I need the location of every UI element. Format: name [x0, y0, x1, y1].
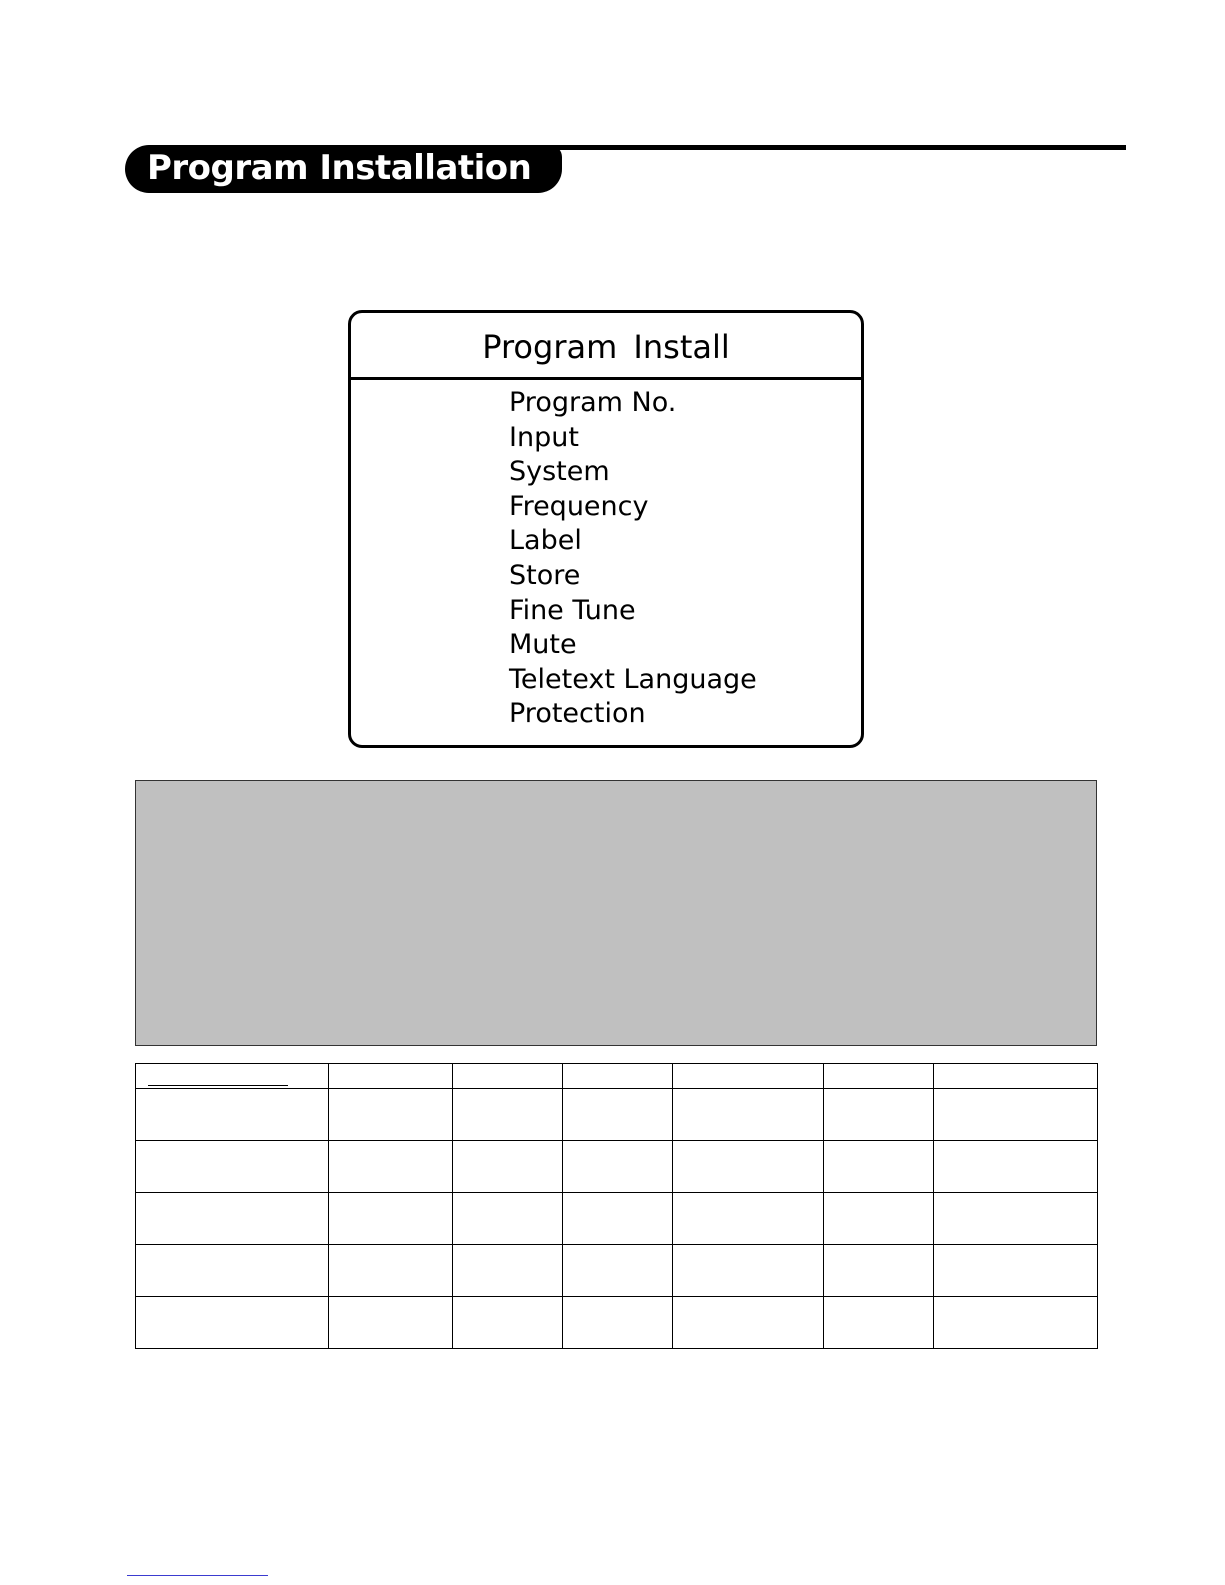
- osd-menu-title: Program Install: [482, 328, 730, 366]
- table-cell: [824, 1089, 934, 1141]
- table-cell: [673, 1141, 824, 1193]
- table-cell: [453, 1245, 563, 1297]
- table-cell: [673, 1245, 824, 1297]
- table-cell: [453, 1297, 563, 1349]
- section-header-rule: [540, 145, 1126, 150]
- table-cell: [136, 1089, 329, 1141]
- table-cell: [934, 1141, 1098, 1193]
- table-header-cell: [563, 1064, 673, 1089]
- table-header-cell: [453, 1064, 563, 1089]
- table-cell: [453, 1193, 563, 1245]
- table-row: [136, 1193, 1098, 1245]
- table-cell: [673, 1193, 824, 1245]
- table-cell: [673, 1297, 824, 1349]
- table-cell: [329, 1297, 453, 1349]
- table-cell: [824, 1297, 934, 1349]
- osd-menu-item-system: System: [509, 456, 610, 488]
- table-header-cell: [934, 1064, 1098, 1089]
- osd-menu-item-input: Input: [509, 421, 579, 453]
- table-row: [136, 1141, 1098, 1193]
- osd-menu-item-protection: Protection: [509, 698, 646, 730]
- table-cell: [329, 1141, 453, 1193]
- table-header-cell: [329, 1064, 453, 1089]
- osd-menu-item-store: Store: [509, 559, 581, 591]
- table-cell: [563, 1141, 673, 1193]
- table-cell: [136, 1193, 329, 1245]
- osd-menu-header: [351, 313, 861, 380]
- osd-menu-item-label: Label: [509, 525, 582, 557]
- osd-menu-item-mute: Mute: [509, 629, 577, 661]
- osd-menu-item-frequency: Frequency: [509, 490, 649, 522]
- osd-menu-item-teletext-language: Teletext Language: [509, 663, 757, 695]
- footer-link-rule: [127, 1575, 268, 1576]
- table-header-cell: [824, 1064, 934, 1089]
- table-cell: [824, 1141, 934, 1193]
- underline-mark: [148, 1085, 288, 1086]
- table-cell: [329, 1193, 453, 1245]
- section-header: [125, 145, 562, 193]
- table-cell: [563, 1297, 673, 1349]
- table-cell: [453, 1141, 563, 1193]
- table-cell: [563, 1245, 673, 1297]
- table-cell: [136, 1297, 329, 1349]
- table-cell: [934, 1297, 1098, 1349]
- table-cell: [563, 1193, 673, 1245]
- table-cell: [934, 1245, 1098, 1297]
- table-cell: [673, 1089, 824, 1141]
- table-cell: [824, 1245, 934, 1297]
- grey-info-panel: [135, 780, 1097, 1046]
- table-cell: [329, 1089, 453, 1141]
- table-cell: [824, 1193, 934, 1245]
- settings-table: [135, 1063, 1098, 1349]
- table-cell: [136, 1141, 329, 1193]
- table-cell: [453, 1089, 563, 1141]
- table-cell: [934, 1193, 1098, 1245]
- table-row: [136, 1089, 1098, 1141]
- osd-menu-box: [348, 310, 864, 748]
- table-header-cell: [136, 1064, 329, 1089]
- osd-menu-list: [351, 380, 861, 732]
- table-cell: [136, 1245, 329, 1297]
- table-cell: [329, 1245, 453, 1297]
- table-cell: [563, 1089, 673, 1141]
- table-row: [136, 1297, 1098, 1349]
- osd-menu-item-fine-tune: Fine Tune: [509, 594, 636, 626]
- table-header-cell: [673, 1064, 824, 1089]
- section-title: Program Installation: [147, 148, 532, 188]
- osd-menu-item-program-no: Program No.: [509, 387, 677, 418]
- table-row: [136, 1245, 1098, 1297]
- table-cell: [934, 1089, 1098, 1141]
- table-header-row: [136, 1064, 1098, 1089]
